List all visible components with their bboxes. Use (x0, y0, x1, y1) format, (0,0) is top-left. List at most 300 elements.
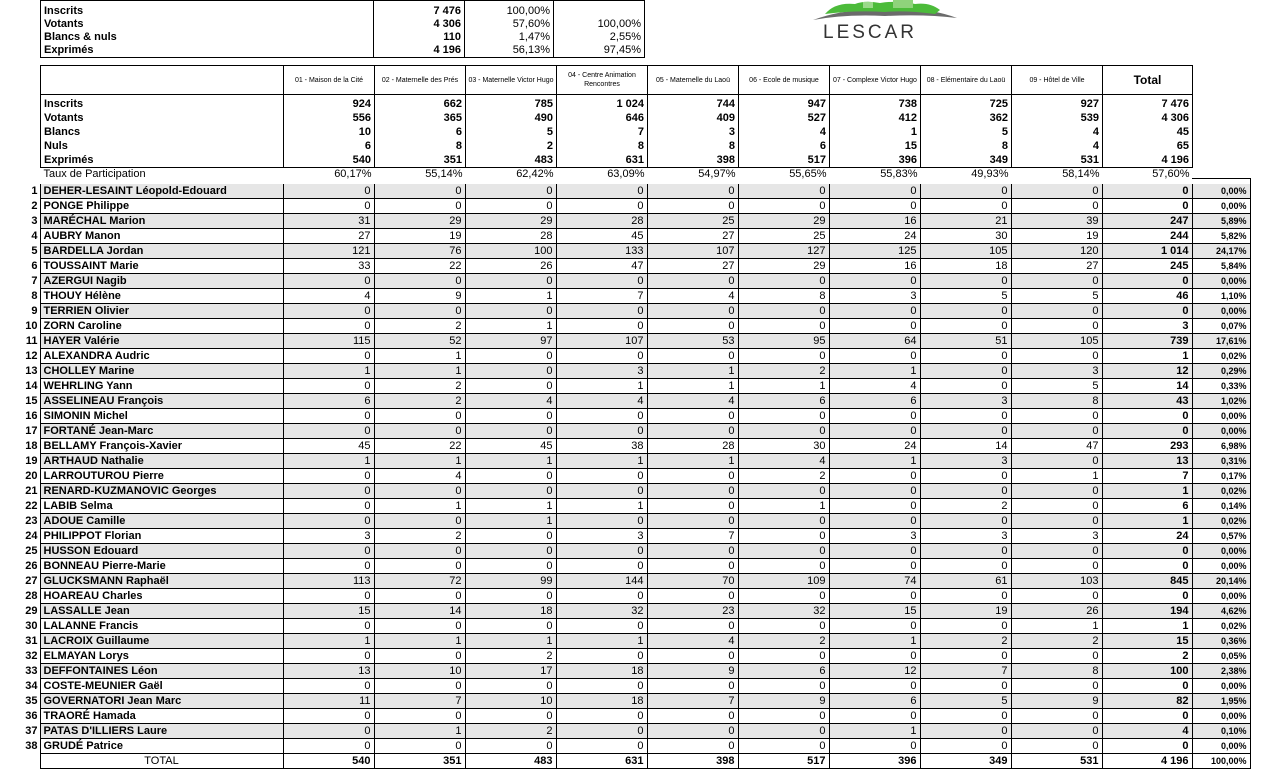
candidate-name: GRUDÉ Patrice (40, 739, 283, 754)
candidate-name: PHILIPPOT Florian (40, 529, 283, 544)
candidate-votes: 18 (465, 604, 556, 619)
candidate-votes: 74 (829, 574, 920, 589)
candidate-number: 37 (25, 725, 38, 737)
candidate-votes: 0 (738, 199, 829, 214)
candidate-votes: 0 (1011, 544, 1102, 559)
bureau-cell: 351 (375, 153, 466, 168)
candidate-name: LACROIX Guillaume (40, 634, 283, 649)
candidate-votes: 1 (556, 379, 647, 394)
candidate-total: 0 (1102, 709, 1192, 724)
bureau-cell: 6 (375, 125, 466, 139)
candidate-votes: 3 (1011, 529, 1102, 544)
grand-total-cell: 540 (283, 754, 374, 769)
candidate-votes: 0 (1011, 409, 1102, 424)
candidate-votes: 1 (374, 454, 465, 469)
candidate-votes: 0 (738, 304, 829, 319)
candidate-votes: 16 (829, 214, 920, 229)
candidate-votes: 8 (738, 289, 829, 304)
candidate-name: PONGE Philippe (40, 199, 283, 214)
candidate-pct: 0,02% (1192, 484, 1250, 499)
candidate-votes: 27 (283, 229, 374, 244)
candidate-votes: 2 (738, 364, 829, 379)
bureau-row (41, 153, 1193, 168)
candidate-row (0, 349, 1250, 364)
candidate-number: 25 (25, 545, 38, 557)
candidate-pct: 0,10% (1192, 724, 1250, 739)
summary-label: Votants (41, 18, 374, 31)
grand-total-blank (0, 754, 40, 769)
candidate-name: FORTANÉ Jean-Marc (40, 424, 283, 439)
candidate-votes: 1 (283, 364, 374, 379)
candidate-number: 29 (25, 605, 38, 617)
candidate-votes: 0 (465, 184, 556, 199)
bureau-header: 08 - Elémentaire du Laoü (921, 66, 1012, 95)
candidate-total: 6 (1102, 499, 1192, 514)
candidate-votes: 70 (647, 574, 738, 589)
candidate-name: ADOUE Camille (40, 514, 283, 529)
candidate-votes: 4 (647, 289, 738, 304)
summary-value: 4 306 (374, 18, 465, 31)
candidate-votes: 0 (829, 679, 920, 694)
summary-pct-inscrits: 100,00% (465, 5, 554, 18)
grand-total-row (0, 754, 1250, 769)
candidate-votes: 6 (829, 694, 920, 709)
candidate-votes: 1 (465, 499, 556, 514)
summary-label: Exprimés (41, 44, 374, 58)
bureau-cell: 398 (648, 153, 739, 168)
candidate-votes: 32 (738, 604, 829, 619)
candidate-votes: 1 (829, 364, 920, 379)
candidate-votes: 76 (374, 244, 465, 259)
candidate-votes: 7 (920, 664, 1011, 679)
grand-total-cell: 631 (556, 754, 647, 769)
candidate-name: HUSSON Edouard (40, 544, 283, 559)
candidate-row (0, 199, 1250, 214)
candidate-votes: 0 (738, 559, 829, 574)
bureau-header: 04 - Centre Animation Rencontres (557, 66, 648, 95)
candidate-votes: 0 (920, 364, 1011, 379)
bureau-cell: 527 (739, 111, 830, 125)
candidate-row (0, 709, 1250, 724)
candidate-number: 22 (25, 500, 38, 512)
candidate-pct: 2,38% (1192, 664, 1250, 679)
candidate-pct: 1,10% (1192, 289, 1250, 304)
bureau-header: 07 - Complexe Victor Hugo (830, 66, 921, 95)
candidate-votes: 0 (283, 304, 374, 319)
candidate-votes: 0 (465, 409, 556, 424)
candidate-number: 27 (25, 575, 38, 587)
candidate-votes: 0 (556, 304, 647, 319)
candidate-votes: 7 (647, 694, 738, 709)
candidate-pct: 0,00% (1192, 184, 1250, 199)
candidate-votes: 9 (1011, 694, 1102, 709)
candidate-votes: 0 (920, 184, 1011, 199)
candidate-pct: 0,00% (1192, 199, 1250, 214)
candidate-votes: 29 (374, 214, 465, 229)
candidate-total: 0 (1102, 184, 1192, 199)
candidate-votes: 0 (920, 544, 1011, 559)
candidate-votes: 9 (374, 289, 465, 304)
candidate-name: PATAS D'ILLIERS Laure (40, 724, 283, 739)
candidate-name: CHOLLEY Marine (40, 364, 283, 379)
candidate-pct: 0,00% (1192, 739, 1250, 754)
candidate-votes: 105 (920, 244, 1011, 259)
candidate-votes: 0 (465, 469, 556, 484)
candidate-row (0, 604, 1250, 619)
candidate-total: 3 (1102, 319, 1192, 334)
candidate-votes: 0 (1011, 184, 1102, 199)
candidate-pct: 0,02% (1192, 349, 1250, 364)
candidate-votes: 17 (465, 664, 556, 679)
candidate-votes: 0 (1011, 484, 1102, 499)
candidate-number: 4 (31, 230, 38, 242)
bureau-cell: 4 (1012, 139, 1103, 153)
grand-total-cell: 396 (829, 754, 920, 769)
bureau-cell: 2 (466, 139, 557, 153)
candidate-pct: 1,02% (1192, 394, 1250, 409)
candidate-row (0, 589, 1250, 604)
candidate-votes: 0 (920, 619, 1011, 634)
candidate-number: 12 (25, 350, 38, 362)
bureau-cell: 409 (648, 111, 739, 125)
candidate-votes: 3 (829, 529, 920, 544)
candidate-votes: 0 (556, 349, 647, 364)
bureau-cell: 362 (921, 111, 1012, 125)
bureau-cell: 4 (1012, 125, 1103, 139)
candidate-votes: 6 (738, 664, 829, 679)
candidate-votes: 19 (1011, 229, 1102, 244)
bureau-cell: 6 (739, 139, 830, 153)
candidate-number: 17 (25, 425, 38, 437)
candidate-number: 35 (25, 695, 38, 707)
candidate-total: 194 (1102, 604, 1192, 619)
candidate-number: 21 (25, 485, 38, 497)
candidate-votes: 0 (283, 514, 374, 529)
summary-pct-votants: 97,45% (554, 44, 645, 58)
candidate-name: LABIB Selma (40, 499, 283, 514)
candidate-votes: 127 (738, 244, 829, 259)
candidate-votes: 32 (556, 604, 647, 619)
candidate-votes: 0 (647, 304, 738, 319)
candidate-votes: 1 (283, 634, 374, 649)
candidate-votes: 0 (283, 469, 374, 484)
candidate-total: 100 (1102, 664, 1192, 679)
candidate-votes: 133 (556, 244, 647, 259)
taux-cell: 58,14% (1062, 168, 1100, 180)
candidate-votes: 0 (1011, 274, 1102, 289)
candidate-votes: 0 (829, 304, 920, 319)
candidate-votes: 0 (1011, 559, 1102, 574)
taux-cell: 63,09% (607, 168, 645, 180)
candidate-votes: 0 (556, 589, 647, 604)
candidate-votes: 0 (829, 484, 920, 499)
candidate-votes: 0 (829, 514, 920, 529)
candidate-votes: 0 (829, 709, 920, 724)
bureau-cell: 349 (921, 153, 1012, 168)
candidate-votes: 0 (283, 619, 374, 634)
candidate-votes: 0 (556, 544, 647, 559)
candidate-row (0, 499, 1250, 514)
candidate-votes: 125 (829, 244, 920, 259)
candidate-votes: 0 (283, 709, 374, 724)
bureau-cell: 1 024 (557, 97, 648, 111)
candidate-votes: 100 (465, 244, 556, 259)
candidate-name: RENARD-KUZMANOVIC Georges (40, 484, 283, 499)
candidate-votes: 0 (465, 544, 556, 559)
taux-cell: 62,42% (516, 168, 554, 180)
candidate-votes: 4 (556, 394, 647, 409)
bureau-row-label: Nuls (41, 139, 284, 153)
bureau-row (41, 125, 1193, 139)
candidate-number: 8 (31, 290, 38, 302)
candidate-name: HAYER Valérie (40, 334, 283, 349)
candidate-name: BONNEAU Pierre-Marie (40, 559, 283, 574)
bureau-row (41, 139, 1193, 153)
candidate-votes: 4 (829, 379, 920, 394)
bureau-header-total: Total (1103, 66, 1193, 95)
candidate-votes: 0 (738, 619, 829, 634)
candidate-votes: 0 (920, 379, 1011, 394)
candidate-row (0, 304, 1250, 319)
candidate-votes: 0 (738, 484, 829, 499)
candidate-row (0, 484, 1250, 499)
candidate-votes: 0 (1011, 514, 1102, 529)
candidate-votes: 0 (1011, 319, 1102, 334)
candidate-votes: 144 (556, 574, 647, 589)
candidate-name: DEFFONTAINES Léon (40, 664, 283, 679)
candidate-votes: 3 (556, 529, 647, 544)
candidate-row (0, 469, 1250, 484)
candidate-votes: 0 (647, 559, 738, 574)
candidate-votes: 95 (738, 334, 829, 349)
bureau-cell: 556 (284, 111, 375, 125)
candidate-pct: 0,00% (1192, 274, 1250, 289)
candidate-votes: 29 (465, 214, 556, 229)
candidate-votes: 29 (738, 214, 829, 229)
candidate-votes: 0 (1011, 679, 1102, 694)
candidate-votes: 0 (556, 274, 647, 289)
candidate-votes: 0 (647, 319, 738, 334)
candidate-votes: 0 (920, 424, 1011, 439)
candidate-votes: 53 (647, 334, 738, 349)
candidate-votes: 121 (283, 244, 374, 259)
candidate-votes: 2 (738, 634, 829, 649)
candidate-row (0, 244, 1250, 259)
candidate-row (0, 334, 1250, 349)
candidate-votes: 1 (283, 454, 374, 469)
candidate-votes: 0 (920, 349, 1011, 364)
candidate-votes: 0 (556, 199, 647, 214)
candidate-total: 0 (1102, 424, 1192, 439)
candidate-votes: 0 (738, 409, 829, 424)
candidate-votes: 24 (829, 229, 920, 244)
candidate-votes: 0 (465, 484, 556, 499)
candidate-number: 36 (25, 710, 38, 722)
candidate-votes: 1 (374, 724, 465, 739)
candidate-number: 19 (25, 455, 38, 467)
candidate-votes: 0 (829, 649, 920, 664)
candidate-row (0, 574, 1250, 589)
candidate-pct: 4,62% (1192, 604, 1250, 619)
candidate-votes: 0 (920, 724, 1011, 739)
candidate-votes: 0 (920, 679, 1011, 694)
bureau-cell: 517 (739, 153, 830, 168)
candidate-votes: 0 (738, 544, 829, 559)
candidate-votes: 0 (374, 304, 465, 319)
candidate-total: 0 (1102, 544, 1192, 559)
candidate-votes: 0 (283, 649, 374, 664)
candidate-votes: 45 (465, 439, 556, 454)
candidate-votes: 7 (647, 529, 738, 544)
candidate-votes: 0 (556, 409, 647, 424)
candidate-votes: 28 (556, 214, 647, 229)
candidate-pct: 0,31% (1192, 454, 1250, 469)
bureaux-table (40, 65, 1193, 180)
candidate-number: 11 (25, 335, 38, 347)
candidate-total: 0 (1102, 679, 1192, 694)
candidate-total: 1 (1102, 619, 1192, 634)
candidate-votes: 2 (1011, 634, 1102, 649)
candidate-votes: 27 (647, 229, 738, 244)
bureau-row-label: Votants (41, 111, 284, 125)
candidate-name: ELMAYAN Lorys (40, 649, 283, 664)
candidate-votes: 3 (283, 529, 374, 544)
candidate-votes: 0 (1011, 199, 1102, 214)
candidate-row (0, 409, 1250, 424)
candidate-number: 28 (25, 590, 38, 602)
candidate-votes: 0 (465, 379, 556, 394)
candidate-votes: 4 (738, 454, 829, 469)
candidate-votes: 0 (829, 589, 920, 604)
bureau-cell: 5 (921, 125, 1012, 139)
candidate-votes: 1 (738, 379, 829, 394)
candidate-votes: 115 (283, 334, 374, 349)
bureau-cell: 412 (830, 111, 921, 125)
candidate-votes: 0 (374, 559, 465, 574)
candidate-votes: 103 (1011, 574, 1102, 589)
candidate-pct: 17,61% (1192, 334, 1250, 349)
taux-cell: 55,14% (425, 168, 463, 180)
candidate-votes: 3 (1011, 364, 1102, 379)
bureau-cell: 490 (466, 111, 557, 125)
bureau-row-label: Blancs (41, 125, 284, 139)
candidate-votes: 0 (738, 319, 829, 334)
candidate-votes: 22 (374, 259, 465, 274)
candidate-votes: 26 (465, 259, 556, 274)
candidate-votes: 0 (829, 199, 920, 214)
candidate-votes: 12 (829, 664, 920, 679)
candidate-votes: 0 (556, 319, 647, 334)
bureau-cell: 8 (648, 139, 739, 153)
grand-total-cell: 531 (1011, 754, 1102, 769)
candidate-name: SIMONIN Michel (40, 409, 283, 424)
candidate-pct: 0,05% (1192, 649, 1250, 664)
candidate-total: 46 (1102, 289, 1192, 304)
candidate-votes: 0 (738, 184, 829, 199)
candidate-votes: 0 (829, 544, 920, 559)
candidate-number: 16 (25, 410, 38, 422)
bureau-cell: 5 (466, 125, 557, 139)
candidate-votes: 22 (374, 439, 465, 454)
candidate-total: 845 (1102, 574, 1192, 589)
candidate-votes: 2 (738, 469, 829, 484)
candidate-votes: 0 (647, 199, 738, 214)
candidate-votes: 0 (829, 469, 920, 484)
candidate-votes: 0 (647, 544, 738, 559)
candidate-votes: 1 (829, 454, 920, 469)
candidate-votes: 0 (920, 319, 1011, 334)
summary-pct-inscrits: 1,47% (465, 31, 554, 44)
bureau-cell: 662 (375, 97, 466, 111)
bureau-cell: 539 (1012, 111, 1103, 125)
candidate-row (0, 694, 1250, 709)
candidate-votes: 0 (829, 739, 920, 754)
candidate-votes: 0 (374, 514, 465, 529)
candidate-votes: 0 (465, 274, 556, 289)
candidate-row (0, 379, 1250, 394)
taux-cell: 55,83% (880, 168, 918, 180)
candidate-total: 1 (1102, 484, 1192, 499)
candidate-votes: 0 (647, 484, 738, 499)
candidate-votes: 1 (738, 499, 829, 514)
candidate-votes: 2 (374, 379, 465, 394)
candidate-votes: 105 (1011, 334, 1102, 349)
candidate-votes: 0 (556, 649, 647, 664)
candidate-votes: 0 (374, 274, 465, 289)
candidate-votes: 16 (829, 259, 920, 274)
candidate-votes: 25 (738, 229, 829, 244)
candidate-row (0, 724, 1250, 739)
summary-label: Inscrits (41, 5, 374, 18)
candidate-number: 33 (25, 665, 38, 677)
candidate-votes: 0 (465, 304, 556, 319)
candidate-pct: 0,29% (1192, 364, 1250, 379)
bureau-cell: 8 (375, 139, 466, 153)
taux-cell: 60,17% (334, 168, 372, 180)
candidate-votes: 72 (374, 574, 465, 589)
candidate-votes: 2 (920, 499, 1011, 514)
candidate-votes: 18 (556, 664, 647, 679)
candidate-row (0, 559, 1250, 574)
bureau-cell: 725 (921, 97, 1012, 111)
bureau-row-total: 65 (1103, 139, 1193, 153)
candidate-votes: 4 (647, 394, 738, 409)
candidate-total: 43 (1102, 394, 1192, 409)
candidate-name: TERRIEN Olivier (40, 304, 283, 319)
candidate-votes: 2 (374, 394, 465, 409)
candidate-votes: 3 (920, 529, 1011, 544)
candidate-row (0, 424, 1250, 439)
bureau-cell: 365 (375, 111, 466, 125)
candidate-votes: 0 (829, 559, 920, 574)
candidate-votes: 23 (647, 604, 738, 619)
candidate-votes: 0 (374, 484, 465, 499)
bureau-cell: 3 (648, 125, 739, 139)
candidate-votes: 0 (374, 739, 465, 754)
bureau-cell: 10 (284, 125, 375, 139)
candidate-number: 23 (25, 515, 38, 527)
candidate-votes: 18 (556, 694, 647, 709)
candidate-total: 7 (1102, 469, 1192, 484)
candidate-total: 1 (1102, 349, 1192, 364)
candidate-votes: 0 (647, 649, 738, 664)
candidate-votes: 0 (738, 739, 829, 754)
candidate-votes: 0 (920, 514, 1011, 529)
candidate-votes: 1 (1011, 619, 1102, 634)
candidate-votes: 30 (920, 229, 1011, 244)
candidate-votes: 0 (465, 679, 556, 694)
candidate-total: 13 (1102, 454, 1192, 469)
